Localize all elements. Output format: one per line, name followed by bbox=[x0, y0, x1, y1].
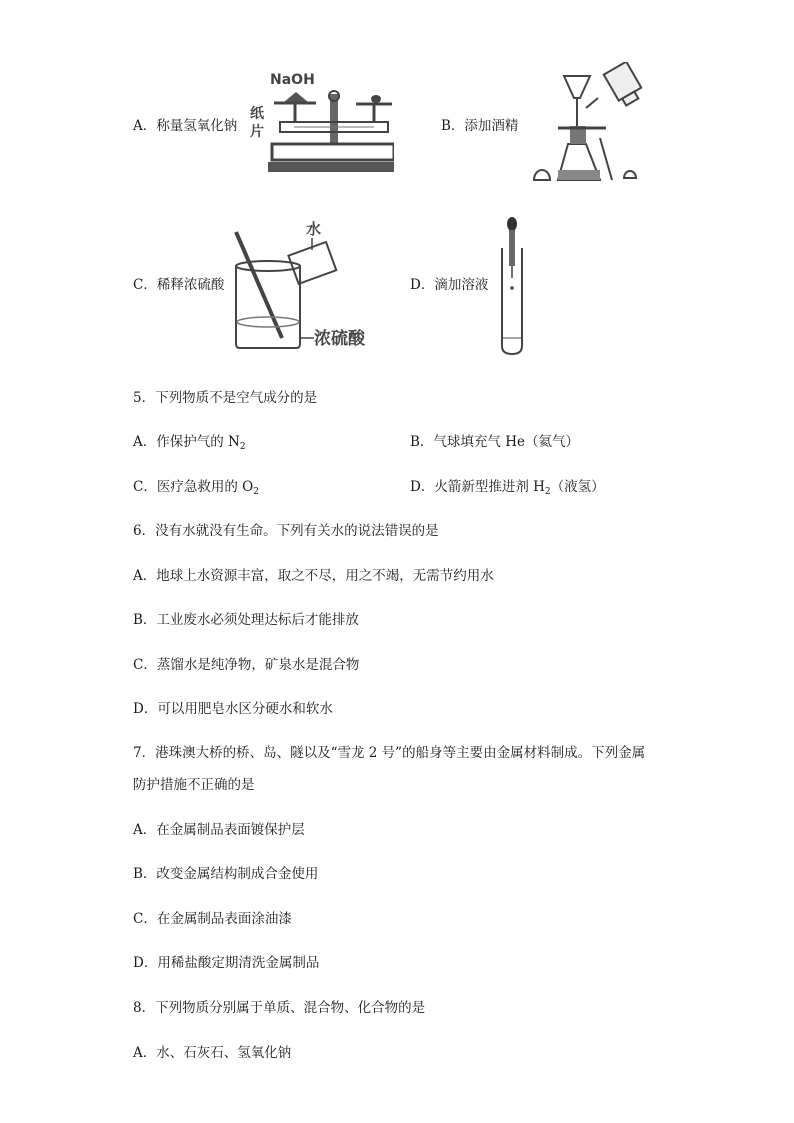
q4-option-a: A．称量氢氧化钠 bbox=[133, 118, 238, 134]
q4-option-b: B．添加酒精 bbox=[441, 118, 519, 134]
q7-option-c: C．在金属制品表面涂油漆 bbox=[133, 911, 292, 927]
q7-option-a: A．在金属制品表面镀保护层 bbox=[133, 822, 305, 838]
paper-label-2: 片 bbox=[250, 124, 264, 140]
q7-option-b: B．改变金属结构制成合金使用 bbox=[133, 866, 319, 882]
q5-option-b: B．气球填充气 He（氦气） bbox=[410, 434, 579, 450]
q7-stem-line1: 7．港珠澳大桥的桥、岛、隧以及“雪龙 2 号”的船身等主要由金属材料制成。下列金属 bbox=[133, 745, 646, 761]
water-label: 水 bbox=[306, 220, 322, 238]
q5-option-c: C．医疗急救用的 $O_2$ bbox=[133, 479, 259, 497]
q6-option-d: D．可以用肥皂水区分硬水和软水 bbox=[133, 701, 333, 717]
alcohol-lamp-figure bbox=[528, 62, 643, 182]
q7-stem-line2: 防护措施不正确的是 bbox=[133, 777, 255, 793]
dropper-figure bbox=[498, 214, 528, 356]
q4-option-d: D．滴加溶液 bbox=[410, 277, 489, 293]
q6-option-c: C．蒸馏水是纯净物，矿泉水是混合物 bbox=[133, 657, 360, 673]
q6-stem: 6．没有水就没有生命。下列有关水的说法错误的是 bbox=[133, 523, 439, 539]
q5-option-a: A．作保护气的 $N_2$ bbox=[133, 434, 246, 452]
dilute-acid-figure bbox=[226, 214, 378, 356]
balance-figure bbox=[244, 66, 394, 178]
naoh-label: NaOH bbox=[270, 72, 315, 88]
q6-option-a: A．地球上水资源丰富，取之不尽，用之不竭，无需节约用水 bbox=[133, 568, 494, 584]
q4-option-c: C．稀释浓硫酸 bbox=[133, 277, 225, 293]
acid-label: 浓硫酸 bbox=[314, 329, 365, 349]
q6-option-b: B．工业废水必须处理达标后才能排放 bbox=[133, 612, 359, 628]
paper-label-1: 纸 bbox=[250, 106, 264, 122]
q5-option-d: D．火箭新型推进剂 $H_2$（液氢） bbox=[410, 479, 605, 497]
q5-stem: 5．下列物质不是空气成分的是 bbox=[133, 390, 318, 406]
q8-option-a: A．水、石灰石、氢氧化钠 bbox=[133, 1045, 292, 1061]
q8-stem: 8．下列物质分别属于单质、混合物、化合物的是 bbox=[133, 1000, 426, 1016]
q7-option-d: D．用稀盐酸定期清洗金属制品 bbox=[133, 955, 320, 971]
